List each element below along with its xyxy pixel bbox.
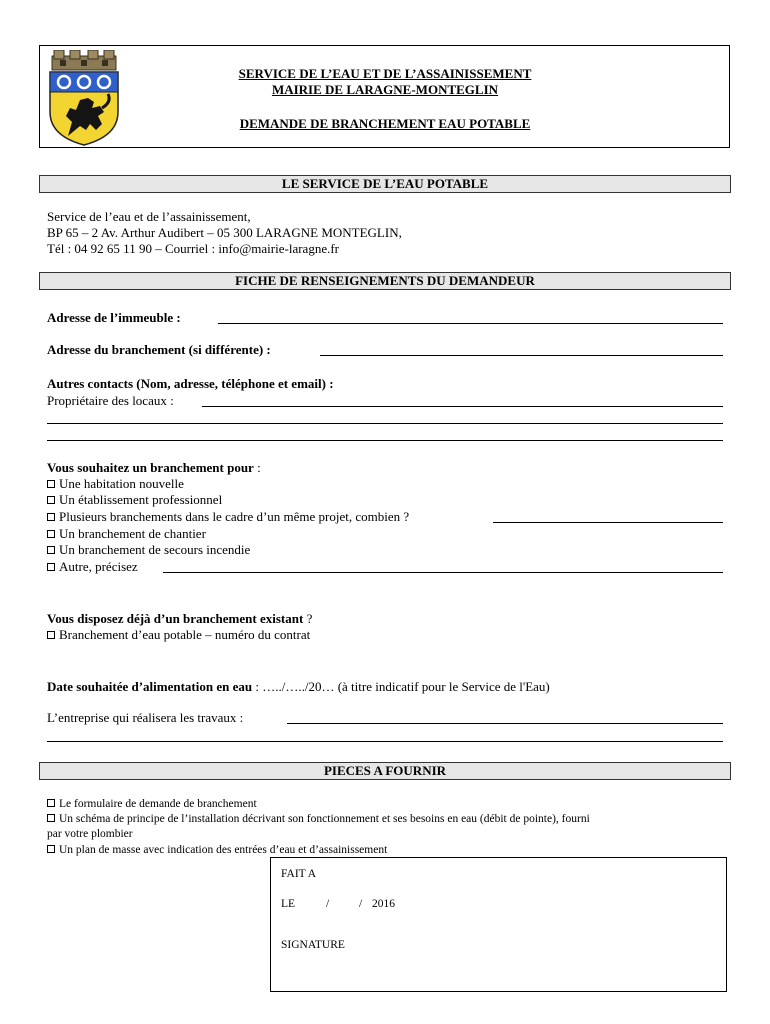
disposez-heading: Vous disposez déjà d’un branchement existant ? bbox=[47, 611, 313, 626]
checkbox-icon[interactable] bbox=[47, 496, 55, 504]
proprietaire-field[interactable] bbox=[202, 406, 723, 407]
service-contact-line: Tél : 04 92 65 11 90 – Courriel : info@mairie-laragne.fr bbox=[47, 241, 339, 256]
option-autre[interactable]: Autre, précisez bbox=[47, 559, 138, 575]
section-title-pieces: PIECES A FOURNIR bbox=[39, 762, 731, 780]
checkbox-icon[interactable] bbox=[47, 546, 55, 554]
le-label: LE bbox=[281, 898, 296, 910]
signature-box[interactable] bbox=[270, 857, 727, 992]
autres-contacts-label: Autres contacts (Nom, adresse, téléphone et email) : bbox=[47, 376, 334, 391]
signature-label: SIGNATURE bbox=[281, 939, 345, 951]
proprietaire-label: Propriétaire des locaux : bbox=[47, 393, 174, 408]
coat-of-arms-icon bbox=[46, 50, 122, 146]
header-line-2: MAIRIE DE LARAGNE-MONTEGLIN bbox=[271, 82, 499, 97]
option-secours-incendie[interactable]: Un branchement de secours incendie bbox=[47, 542, 250, 558]
piece-plan-masse[interactable]: Un plan de masse avec indication des entrées d’eau et d’assainissement bbox=[47, 843, 387, 857]
contacts-field-line-3[interactable] bbox=[47, 440, 723, 441]
option-habitation[interactable]: Une habitation nouvelle bbox=[47, 476, 184, 492]
piece-schema[interactable]: Un schéma de principe de l’installation décrivant son fonctionnement et ses besoins en eau (débit de pointe), fourni bbox=[47, 812, 590, 826]
option-plusieurs[interactable]: Plusieurs branchements dans le cadre d’un même projet, combien ? bbox=[47, 509, 409, 525]
checkbox-icon[interactable] bbox=[47, 530, 55, 538]
option-contrat-existant[interactable]: Branchement d’eau potable – numéro du contrat bbox=[47, 627, 310, 643]
option-etablissement[interactable]: Un établissement professionnel bbox=[47, 492, 222, 508]
adresse-immeuble-label: Adresse de l’immeuble : bbox=[47, 310, 181, 325]
checkbox-icon[interactable] bbox=[47, 799, 55, 807]
entreprise-label: L’entreprise qui réalisera les travaux : bbox=[47, 710, 244, 725]
entreprise-field[interactable] bbox=[287, 723, 723, 724]
checkbox-icon[interactable] bbox=[47, 814, 55, 822]
checkbox-icon[interactable] bbox=[47, 845, 55, 853]
date-year: 2016 bbox=[372, 898, 395, 910]
combien-field[interactable] bbox=[493, 522, 723, 523]
piece-schema-cont: par votre plombier bbox=[47, 828, 133, 840]
entreprise-field-line-2[interactable] bbox=[47, 741, 723, 742]
section-title-service: LE SERVICE DE L’EAU POTABLE bbox=[39, 175, 731, 193]
service-address-line-1: Service de l’eau et de l’assainissement, bbox=[47, 209, 251, 224]
date-slash-2: / bbox=[359, 898, 363, 910]
adresse-branchement-field[interactable] bbox=[320, 355, 723, 356]
adresse-branchement-label: Adresse du branchement (si différente) : bbox=[47, 342, 271, 357]
service-address-line-2: BP 65 – 2 Av. Arthur Audibert – 05 300 LARAGNE MONTEGLIN, bbox=[47, 225, 402, 240]
option-chantier[interactable]: Un branchement de chantier bbox=[47, 526, 206, 542]
date-slash-1: / bbox=[326, 898, 330, 910]
section-title-fiche: FICHE DE RENSEIGNEMENTS DU DEMANDEUR bbox=[39, 272, 731, 290]
adresse-immeuble-field[interactable] bbox=[218, 323, 723, 324]
date-souhaitee[interactable]: Date souhaitée d’alimentation en eau : …../…../20… (à titre indicatif pour le Service de l'Eau) bbox=[47, 679, 550, 694]
piece-formulaire[interactable]: Le formulaire de demande de branchement bbox=[47, 797, 257, 811]
souhaitez-heading: Vous souhaitez un branchement pour : bbox=[47, 460, 261, 475]
checkbox-icon[interactable] bbox=[47, 631, 55, 639]
header-line-1: SERVICE DE L’EAU ET DE L’ASSAINISSEMENT bbox=[238, 66, 532, 81]
checkbox-icon[interactable] bbox=[47, 563, 55, 571]
fait-a-label: FAIT A bbox=[281, 868, 317, 880]
checkbox-icon[interactable] bbox=[47, 513, 55, 521]
checkbox-icon[interactable] bbox=[47, 480, 55, 488]
autre-precisez-field[interactable] bbox=[163, 572, 723, 573]
contacts-field-line-2[interactable] bbox=[47, 423, 723, 424]
header-title: DEMANDE DE BRANCHEMENT EAU POTABLE bbox=[239, 116, 531, 131]
